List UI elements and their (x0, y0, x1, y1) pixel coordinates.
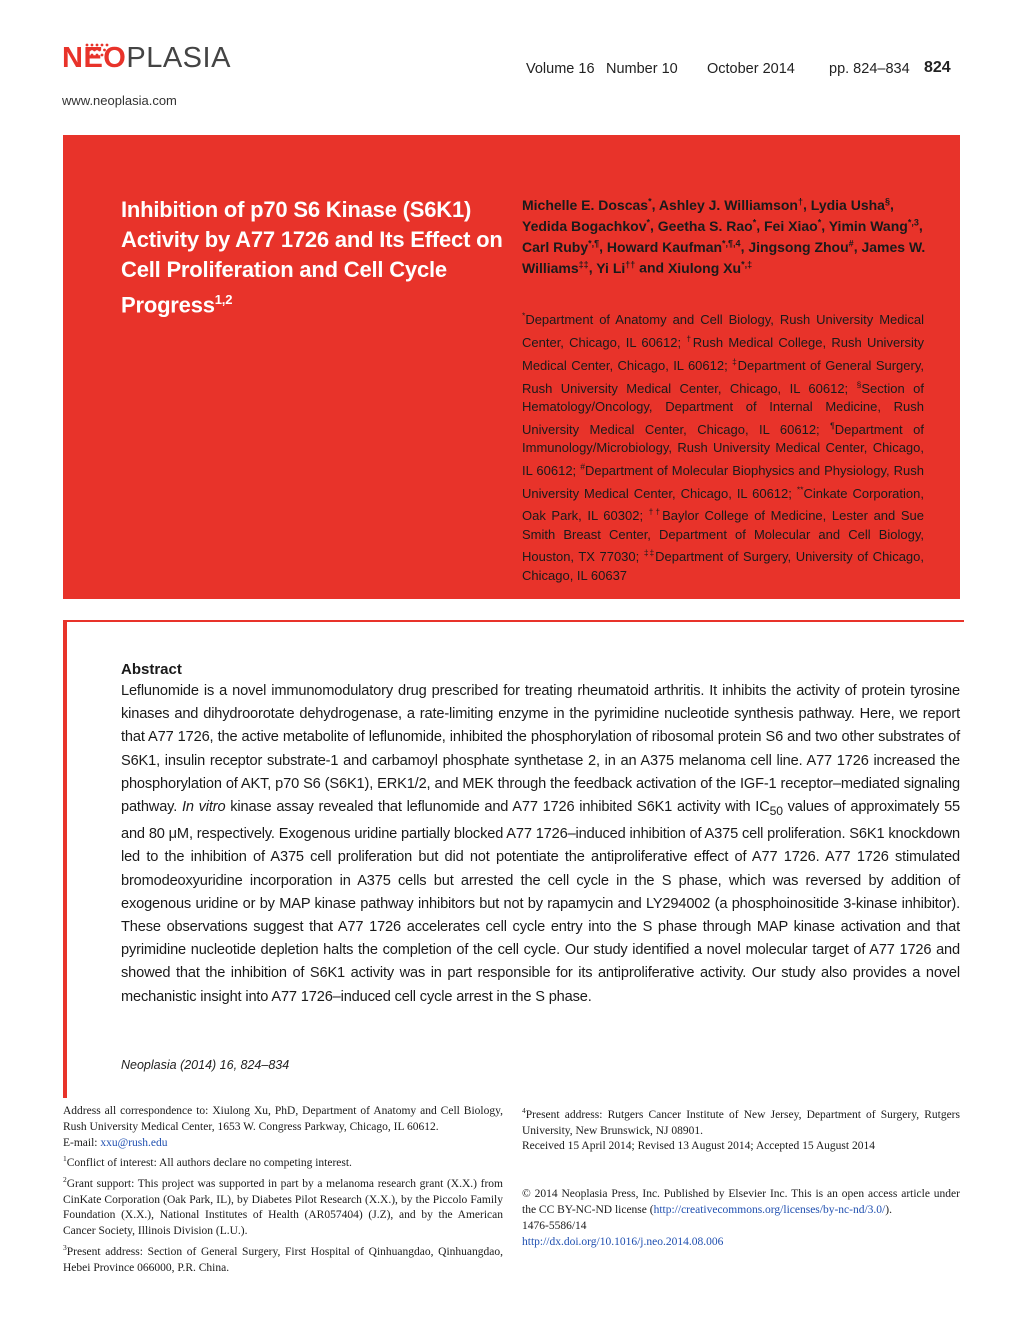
journal-url[interactable]: www.neoplasia.com (62, 93, 177, 108)
copyright-note: © 2014 Neoplasia Press, Inc. Published by Elsevier Inc. This is an open access article under the CC BY-NC-ND license (http://creativecommons.org/licenses/by-nc-nd/3.0/). (522, 1188, 960, 1217)
author: Yi Li†† (596, 259, 636, 277)
author: James W. Williams‡‡ (522, 238, 926, 277)
affiliations (522, 307, 924, 585)
author: Yedida Bogachkov* (522, 217, 650, 234)
email-link[interactable]: xxu@rush.edu (100, 1136, 168, 1149)
issue-pages: pp. 824–834 (829, 61, 910, 77)
doi-link[interactable]: http://dx.doi.org/10.1016/j.neo.2014.08.006 (522, 1235, 724, 1248)
logo-text-ne: NE (62, 42, 104, 74)
author-conjunction: and (639, 260, 665, 277)
license-link[interactable]: http://creativecommons.org/licenses/by-nc-nd/3.0/ (653, 1204, 886, 1217)
author: Michelle E. Doscas* (522, 196, 652, 213)
received-dates: Received 15 April 2014; Revised 13 August 2014; Accepted 15 August 2014 (522, 1140, 875, 1153)
author: Carl Ruby*,¶ (522, 238, 600, 255)
author: Yimin Wang$^{*,3}$ (828, 217, 919, 234)
author: Geetha S. Rao* (657, 217, 757, 234)
logo-text-o: O (103, 42, 127, 74)
issue-number: Number 10 (606, 61, 678, 77)
affiliation: ‡Department of General Surgery, Rush University Medical Center, Chicago, IL 60612; (522, 356, 924, 396)
abstract-body (121, 680, 960, 1009)
affiliation: †Rush Medical College, Rush University Medical Center, Chicago, IL 60612; (522, 333, 925, 373)
footnote-3: $^3$Present address: Section of General Surgery, First Hospital of Qinhuangdao, Qinhuangdao, Hebei Province 066000, P.R. China. (63, 1243, 503, 1274)
author: Xiulong Xu*,‡ (667, 259, 753, 277)
issue-volume: Volume 16 (526, 61, 595, 77)
issn: 1476-5586/14 (522, 1219, 587, 1232)
abstract-paragraph: Leflunomide is a novel immunomodulatory drug prescribed for treating rheumatoid arthritis. It inhibits the activity of protein tyrosine kinases and dihydroorotate dehydrogenase, a rate-limiting enzyme in the pyrimidine nucleotide synthesis pathway. Here, we report that A77 1726, the active metabolite of leflunomide, inhibited the phosphorylation of ribosomal protein S6 and two other substrates of S6K1, insulin receptor substrate-1 and carbamoyl phosphate synthetase 2, in an A375 melanoma cell line. A77 1726 increased the phosphorylation of AKT, p70 S6 (S6K1), ERK1/2, and MEK through the feedback activation of the IGF-1 receptor–mediated signaling pathway. In vitro kinase assay revealed that leflunomide and A77 1726 inhibited S6K1 activity with $IC_{50}$ values of approximately 55 and 80 μM, respectively. Exogenous uridine partially blocked A77 1726–induced inhibition of A375 cell proliferation. S6K1 knockdown led to the inhibition of A375 cell proliferation but did not potentiate the antiproliferative effect of A77 1726. A77 1726 stimulated bromodeoxyuridine incorporation in A375 cells but arrested the cell cycle in the S phase, which was reversed by addition of exogenous uridine or by MAP kinase pathway inhibitors but not by rapamycin and LY294002 (a phosphoinositide 3-kinase inhibitor). These observations suggest that A77 1726 accelerates cell cycle entry into the S phase through MAP kinase activation and that pyrimidine nucleotide depletion halts the completion of the cell cycle. Our study identified a novel molecular target of A77 1726 and showed that the inhibition of S6K1 activity was in part responsible for its antiproliferative activity. Our study also provides a novel mechanistic insight into A77 1726–induced cell cycle arrest in the S phase. (121, 683, 960, 1005)
affiliation: **Cinkate Corporation, Oak Park, IL 60302; (522, 484, 924, 524)
author: Lydia Usha§ (810, 196, 890, 213)
page-number: 824 (924, 59, 951, 76)
author: Fei Xiao* (764, 217, 822, 234)
author-list: Michelle E. Doscas*, Ashley J. Williamson†, Lydia Usha§, Yedida Bogachkov*, Geetha S. Rao*, Fei Xiao*, Yimin Wang$^{*,3}$, Carl Ruby*,¶, Howard Kaufman$^{*,\P,4}$, Jingsong Zhou#, James W. Williams‡‡, Yi Li†† and Xiulong Xu*,‡ (522, 196, 926, 277)
issue-date: October 2014 (707, 61, 795, 77)
affiliation: *Department of Anatomy and Cell Biology, Rush University Medical Center, Chicago, IL 60612; (522, 311, 924, 351)
title-banner (63, 135, 960, 599)
footnotes-right (522, 1103, 960, 1250)
affiliation: ¶Department of Immunology/Microbiology, Rush University Medical Center, Chicago, IL 60612; (522, 420, 925, 478)
affiliation: ††Baylor College of Medicine, Lester and Sue Smith Breast Center, Department of Molecular and Cell Biology, Houston, TX 77030; (522, 506, 924, 565)
affiliation: §Section of Hematology/Oncology, Department of Internal Medicine, Rush University Medical Center, Chicago, IL 60612; (522, 379, 924, 437)
journal-citation: Neoplasia (2014) 16, 824–834 (121, 1058, 290, 1072)
footnotes-left (63, 1104, 503, 1276)
author: Howard Kaufman$^{*,\P,4}$ (606, 238, 741, 255)
logo-wordmark (62, 44, 231, 73)
article-title: Inhibition of p70 S6 Kinase (S6K1) Activity by A77 1726 and Its Effect on Cell Proliferation and Cell Cycle Progress$^{1,2}$ (121, 197, 503, 318)
affiliation: ‡‡Department of Surgery, University of Chicago, Chicago, IL 60637 (522, 548, 924, 583)
footnote-1: $^1$Conflict of interest: All authors declare no competing interest. (63, 1154, 352, 1170)
author: Ashley J. Williamson† (658, 196, 803, 213)
footnote-4: $^4$Present address: Rutgers Cancer Institute of New Jersey, Department of Surgery, Rutgers University, New Brunswick, NJ 08901. (522, 1106, 960, 1137)
footnote-2: $^2$Grant support: This project was supported in part by a melanoma research grant (X.X.) from CinKate Corporation (Oak Park, IL), by Diabetes Pilot Research (X.X.), by the Piccolo Family Foundation (X.X.), National Institutes of Health (AR057404) (J.Z), and by the American Cancer Society, Illinois Division (L.U.). (63, 1175, 503, 1238)
author: Jingsong Zhou# (748, 238, 854, 255)
affiliation: #Department of Molecular Biophysics and Physiology, Rush University Medical Center, Chicago, IL 60612; (522, 461, 924, 501)
journal-logo (62, 44, 231, 73)
logo-text-plasia: PLASIA (126, 42, 231, 74)
abstract-heading: Abstract (121, 661, 182, 678)
correspondence-note: Address all correspondence to: Xiulong Xu, PhD, Department of Anatomy and Cell Biology, Rush University Medical Center, 1653 W. Congress Parkway, Chicago, IL 60612. E-mail: xxu@rush.edu (63, 1105, 503, 1149)
